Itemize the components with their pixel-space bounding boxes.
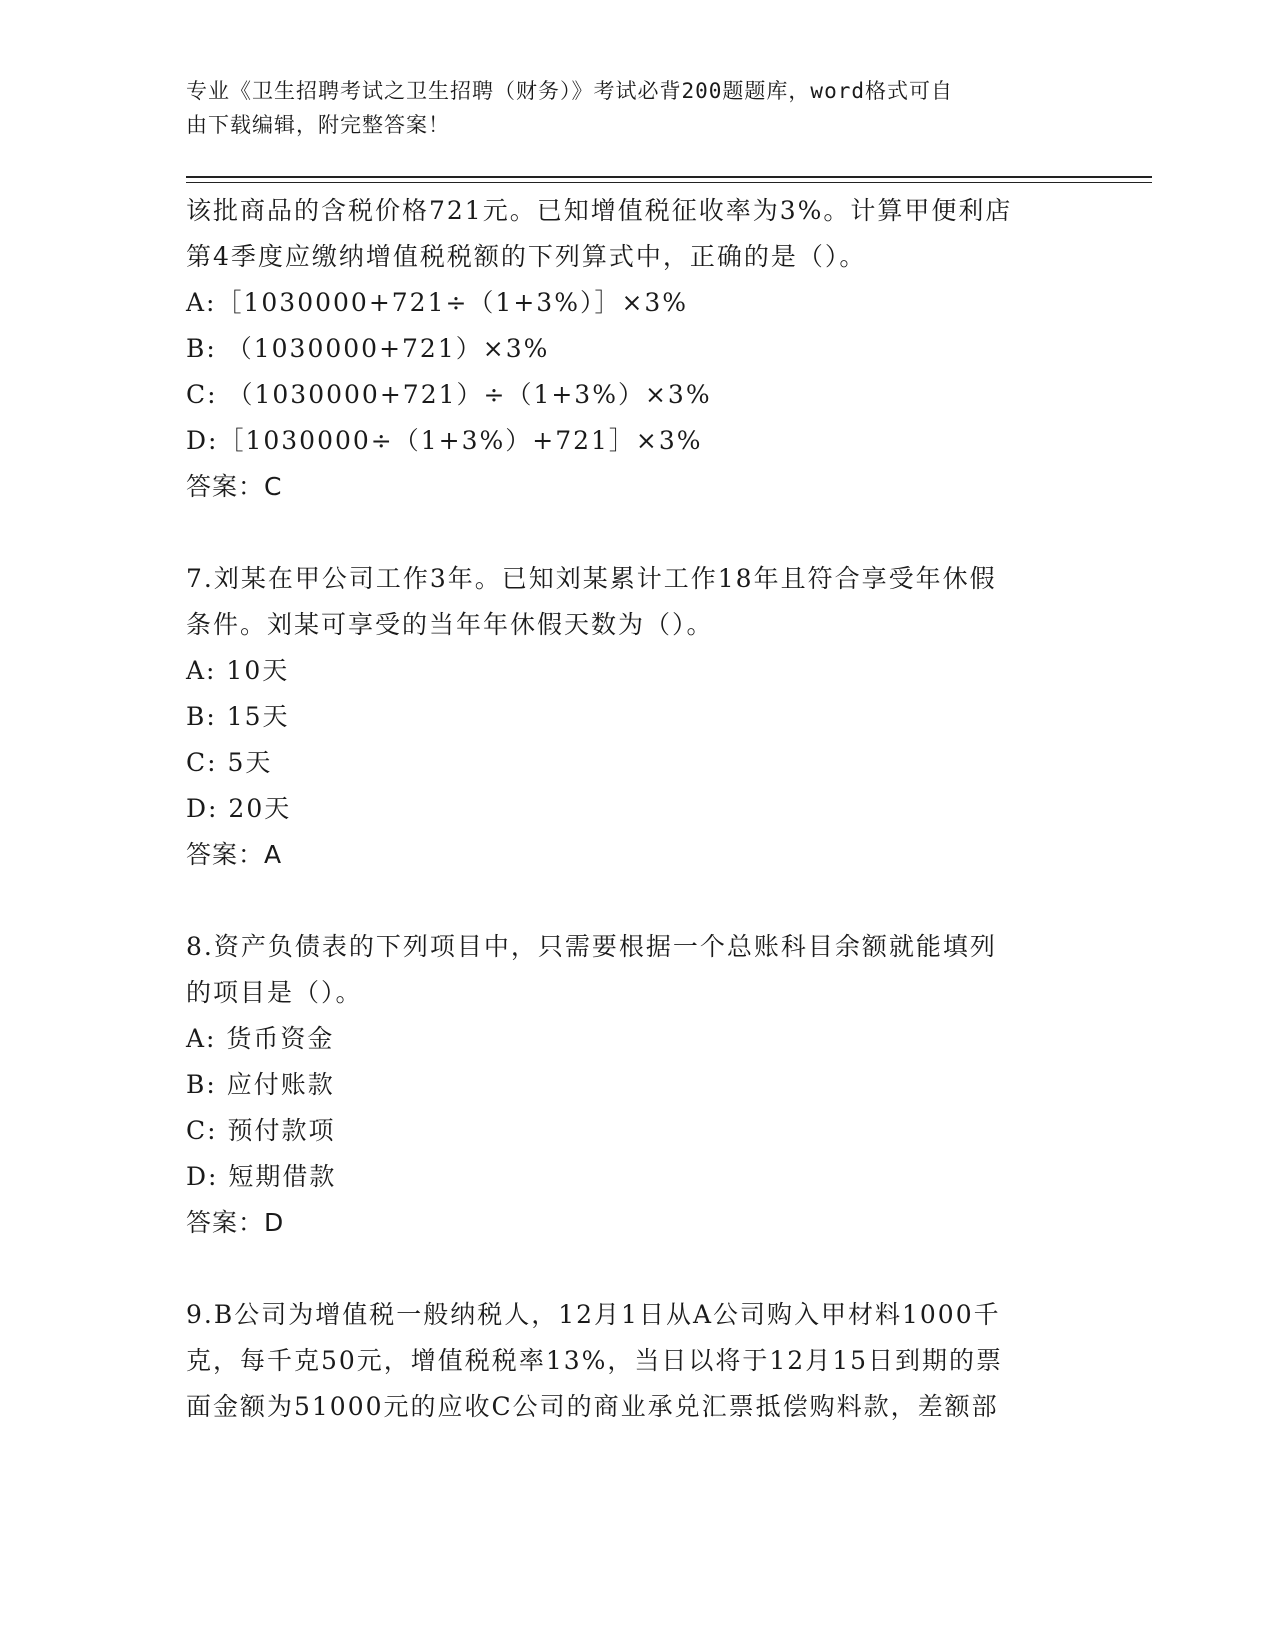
option-a: A: 10天 xyxy=(186,656,290,685)
question-stem-line: 条件。刘某可享受的当年年休假天数为（）。 xyxy=(186,610,714,639)
spacer xyxy=(186,878,1086,924)
question-stem-line: 克，每千克50元，增值税税率13%，当日以将于12月15日到期的票 xyxy=(186,1346,1004,1375)
question-stem-line: 8.资产负债表的下列项目中，只需要根据一个总账科目余额就能填列 xyxy=(186,932,997,961)
question-6 xyxy=(186,188,1086,510)
header-divider-thick xyxy=(186,176,1152,178)
question-9 xyxy=(186,1292,1086,1430)
question-stem-line: 9.B公司为增值税一般纳税人，12月1日从A公司购入甲材料1000千 xyxy=(186,1300,1001,1329)
header-divider-thin xyxy=(186,182,1152,183)
document-body xyxy=(186,188,1086,1430)
option-b: B: 15天 xyxy=(186,702,290,731)
answer-line: 答案：C xyxy=(186,472,283,501)
document-header xyxy=(186,74,1066,142)
answer-line: 答案：D xyxy=(186,1208,285,1237)
spacer xyxy=(186,510,1086,556)
question-8 xyxy=(186,924,1086,1246)
option-c: C: 5天 xyxy=(186,748,273,777)
question-stem-line: 面金额为51000元的应收C公司的商业承兑汇票抵偿购料款，差额部 xyxy=(186,1392,999,1421)
option-b: B: 应付账款 xyxy=(186,1070,335,1099)
header-line-1: 专业《卫生招聘考试之卫生招聘（财务）》考试必背200题题库，word格式可自 xyxy=(186,79,953,103)
option-c: C: 预付款项 xyxy=(186,1116,336,1145)
question-stem-line: 该批商品的含税价格721元。已知增值税征收率为3%。计算甲便利店 xyxy=(186,196,1013,225)
option-a: A:［1030000+721÷（1+3%）］×3% xyxy=(186,288,689,317)
question-stem-line: 7.刘某在甲公司工作3年。已知刘某累计工作18年且符合享受年休假 xyxy=(186,564,997,593)
option-d: D:［1030000÷（1+3%）+721］×3% xyxy=(186,426,703,455)
option-b: B: （1030000+721）×3% xyxy=(186,334,550,363)
option-a: A: 货币资金 xyxy=(186,1024,335,1053)
answer-line: 答案：A xyxy=(186,840,283,869)
spacer xyxy=(186,1246,1086,1292)
question-stem-line: 的项目是（）。 xyxy=(186,978,363,1007)
question-7 xyxy=(186,556,1086,878)
option-c: C: （1030000+721）÷（1+3%）×3% xyxy=(186,380,712,409)
option-d: D: 短期借款 xyxy=(186,1162,337,1191)
question-stem-line: 第4季度应缴纳增值税税额的下列算式中，正确的是（）。 xyxy=(186,242,867,271)
header-line-2: 由下载编辑，附完整答案！ xyxy=(186,113,450,137)
option-d: D: 20天 xyxy=(186,794,292,823)
